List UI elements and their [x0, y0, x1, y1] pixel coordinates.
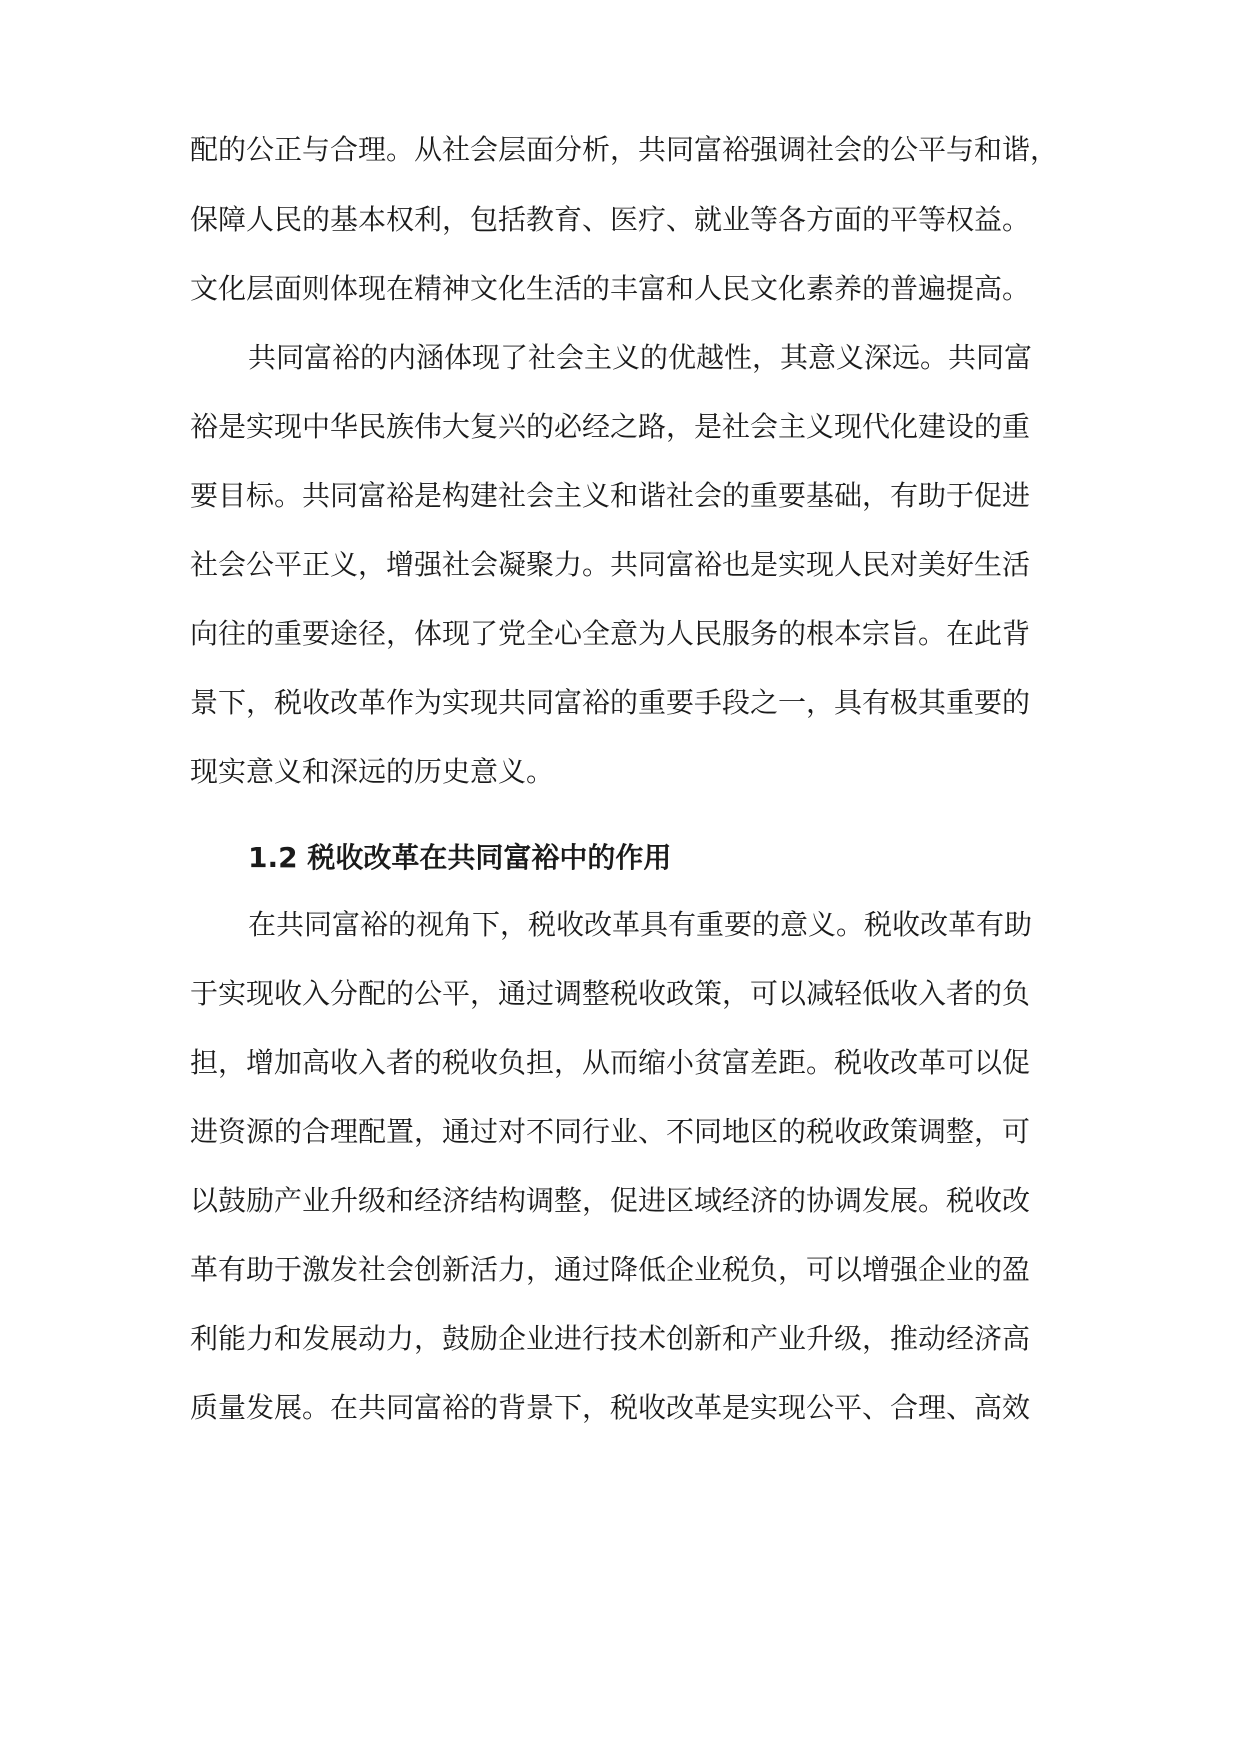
paragraph-3-line-4: 进资源的合理配置，通过对不同行业、不同地区的税收政策调整，可	[190, 1115, 1031, 1148]
paragraph-3-line-3: 担，增加高收入者的税收负担，从而缩小贫富差距。税收改革可以促	[190, 1046, 1031, 1079]
paragraph-3-line-6: 革有助于激发社会创新活力，通过降低企业税负，可以增强企业的盈	[190, 1253, 1031, 1286]
paragraph-2-line-5: 向往的重要途径，体现了党全心全意为人民服务的根本宗旨。在此背	[190, 617, 1031, 650]
paragraph-3-line-2: 于实现收入分配的公平，通过调整税收政策，可以减轻低收入者的负	[190, 977, 1031, 1010]
paragraph-3-line-5: 以鼓励产业升级和经济结构调整，促进区域经济的协调发展。税收改	[190, 1184, 1031, 1217]
paragraph-1-line-3: 文化层面则体现在精神文化生活的丰富和人民文化素养的普遍提高。	[190, 272, 1031, 305]
paragraph-2-line-7: 现实意义和深远的历史意义。	[190, 755, 555, 788]
paragraph-2-line-2: 裕是实现中华民族伟大复兴的必经之路，是社会主义现代化建设的重	[190, 410, 1031, 443]
paragraph-3-line-7: 利能力和发展动力，鼓励企业进行技术创新和产业升级，推动经济高	[190, 1322, 1031, 1355]
paragraph-3-line-8: 质量发展。在共同富裕的背景下，税收改革是实现公平、合理、高效	[190, 1391, 1031, 1424]
paragraph-2-line-3: 要目标。共同富裕是构建社会主义和谐社会的重要基础，有助于促进	[190, 479, 1031, 512]
paragraph-2-line-1: 共同富裕的内涵体现了社会主义的优越性，其意义深远。共同富	[248, 341, 1033, 374]
paragraph-2-line-6: 景下，税收改革作为实现共同富裕的重要手段之一，具有极其重要的	[190, 686, 1031, 719]
paragraph-2-line-4: 社会公平正义，增强社会凝聚力。共同富裕也是实现人民对美好生活	[190, 548, 1031, 581]
section-heading: 1.2 税收改革在共同富裕中的作用	[248, 841, 672, 874]
paragraph-1-line-2: 保障人民的基本权利，包括教育、医疗、就业等各方面的平等权益。	[190, 203, 1031, 236]
paragraph-1-line-1: 配的公正与合理。从社会层面分析，共同富裕强调社会的公平与和谐，	[190, 133, 1059, 166]
paragraph-3-line-1: 在共同富裕的视角下，税收改革具有重要的意义。税收改革有助	[248, 908, 1033, 941]
